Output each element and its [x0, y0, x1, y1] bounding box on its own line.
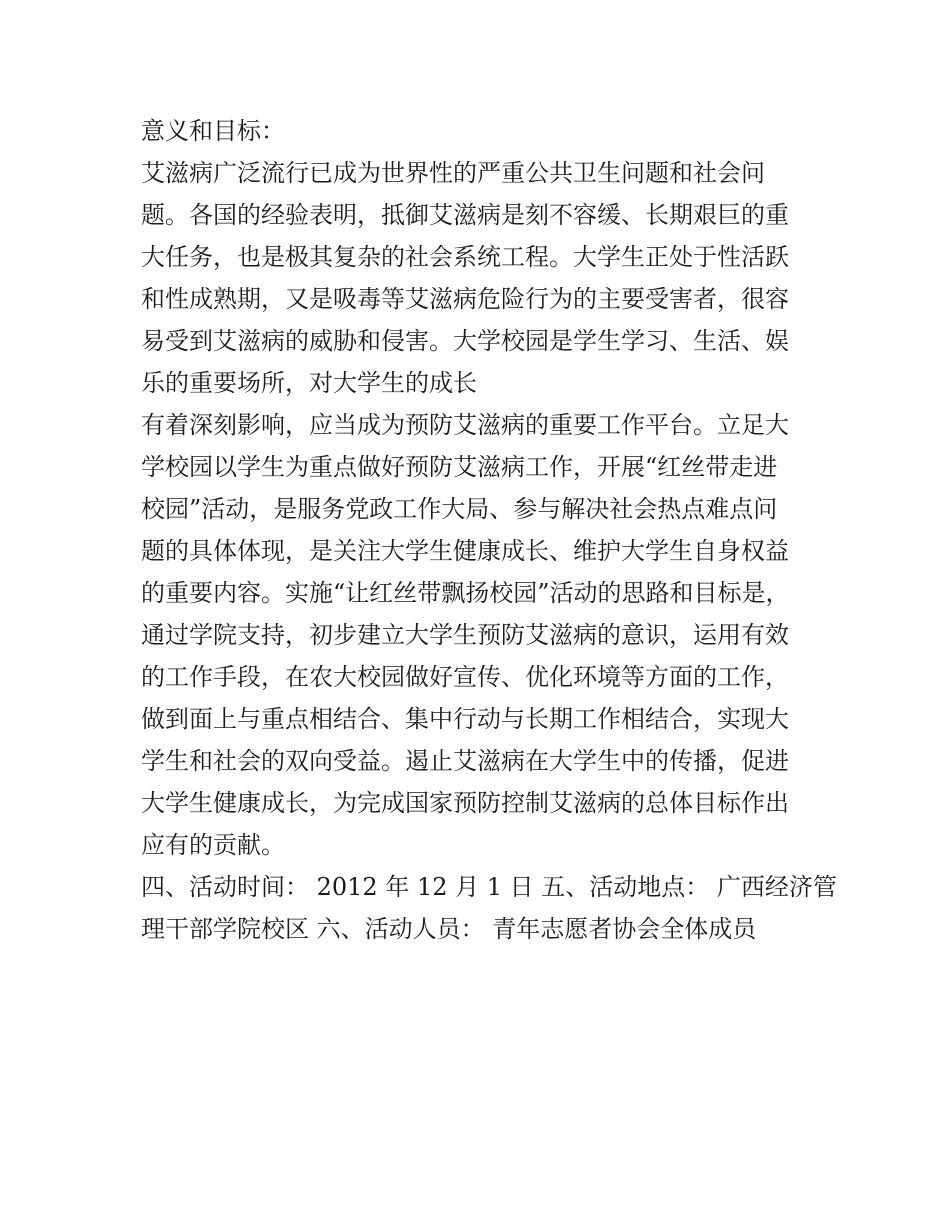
section-heading [141, 110, 821, 152]
text-line: 学生和社会的双向受益。遏止艾滋病在大学生中的传播，促进 [141, 747, 789, 775]
text-line: 大任务，也是极其复杂的社会系统工程。大学生正处于性活跃 [141, 243, 789, 271]
text-line: 四、活动时间： 2012 年 12 月 1 日 五、活动地点： 广西经济管 [141, 873, 837, 901]
text-line: 校园”活动，是服务党政工作大局、参与解决社会热点难点问 [141, 495, 778, 523]
text-line: 做到面上与重点相结合、集中行动与长期工作相结合，实现大 [141, 705, 789, 733]
paragraph-goals [141, 404, 821, 866]
paragraph-significance [141, 152, 821, 404]
text-line: 和性成熟期，又是吸毒等艾滋病危险行为的主要受害者，很容 [141, 285, 789, 313]
text-line: 题。各国的经验表明，抵御艾滋病是刻不容缓、长期艰巨的重 [141, 201, 789, 229]
paragraph-activity-details [141, 866, 837, 950]
text-line: 应有的贡献。 [141, 831, 285, 859]
text-line: 理干部学院校区 六、活动人员： 青年志愿者协会全体成员 [141, 915, 757, 943]
document-body [141, 110, 837, 950]
text-line: 的重要内容。实施“让红丝带飘扬校园”活动的思路和目标是， [141, 579, 790, 607]
text-line: 学校园以学生为重点做好预防艾滋病工作，开展“红丝带走进 [141, 453, 778, 481]
text-line: 有着深刻影响，应当成为预防艾滋病的重要工作平台。立足大 [141, 411, 789, 439]
text-line: 艾滋病广泛流行已成为世界性的严重公共卫生问题和社会问 [141, 159, 765, 187]
text-line: 乐的重要场所，对大学生的成长 [141, 369, 477, 397]
heading-line: 意义和目标： [141, 117, 285, 145]
text-line: 大学生健康成长，为完成国家预防控制艾滋病的总体目标作出 [141, 789, 789, 817]
text-line: 的工作手段，在农大校园做好宣传、优化环境等方面的工作， [141, 663, 789, 691]
text-line: 易受到艾滋病的威胁和侵害。大学校园是学生学习、生活、娱 [141, 327, 789, 355]
text-line: 题的具体体现，是关注大学生健康成长、维护大学生自身权益 [141, 537, 789, 565]
text-line: 通过学院支持，初步建立大学生预防艾滋病的意识，运用有效 [141, 621, 789, 649]
